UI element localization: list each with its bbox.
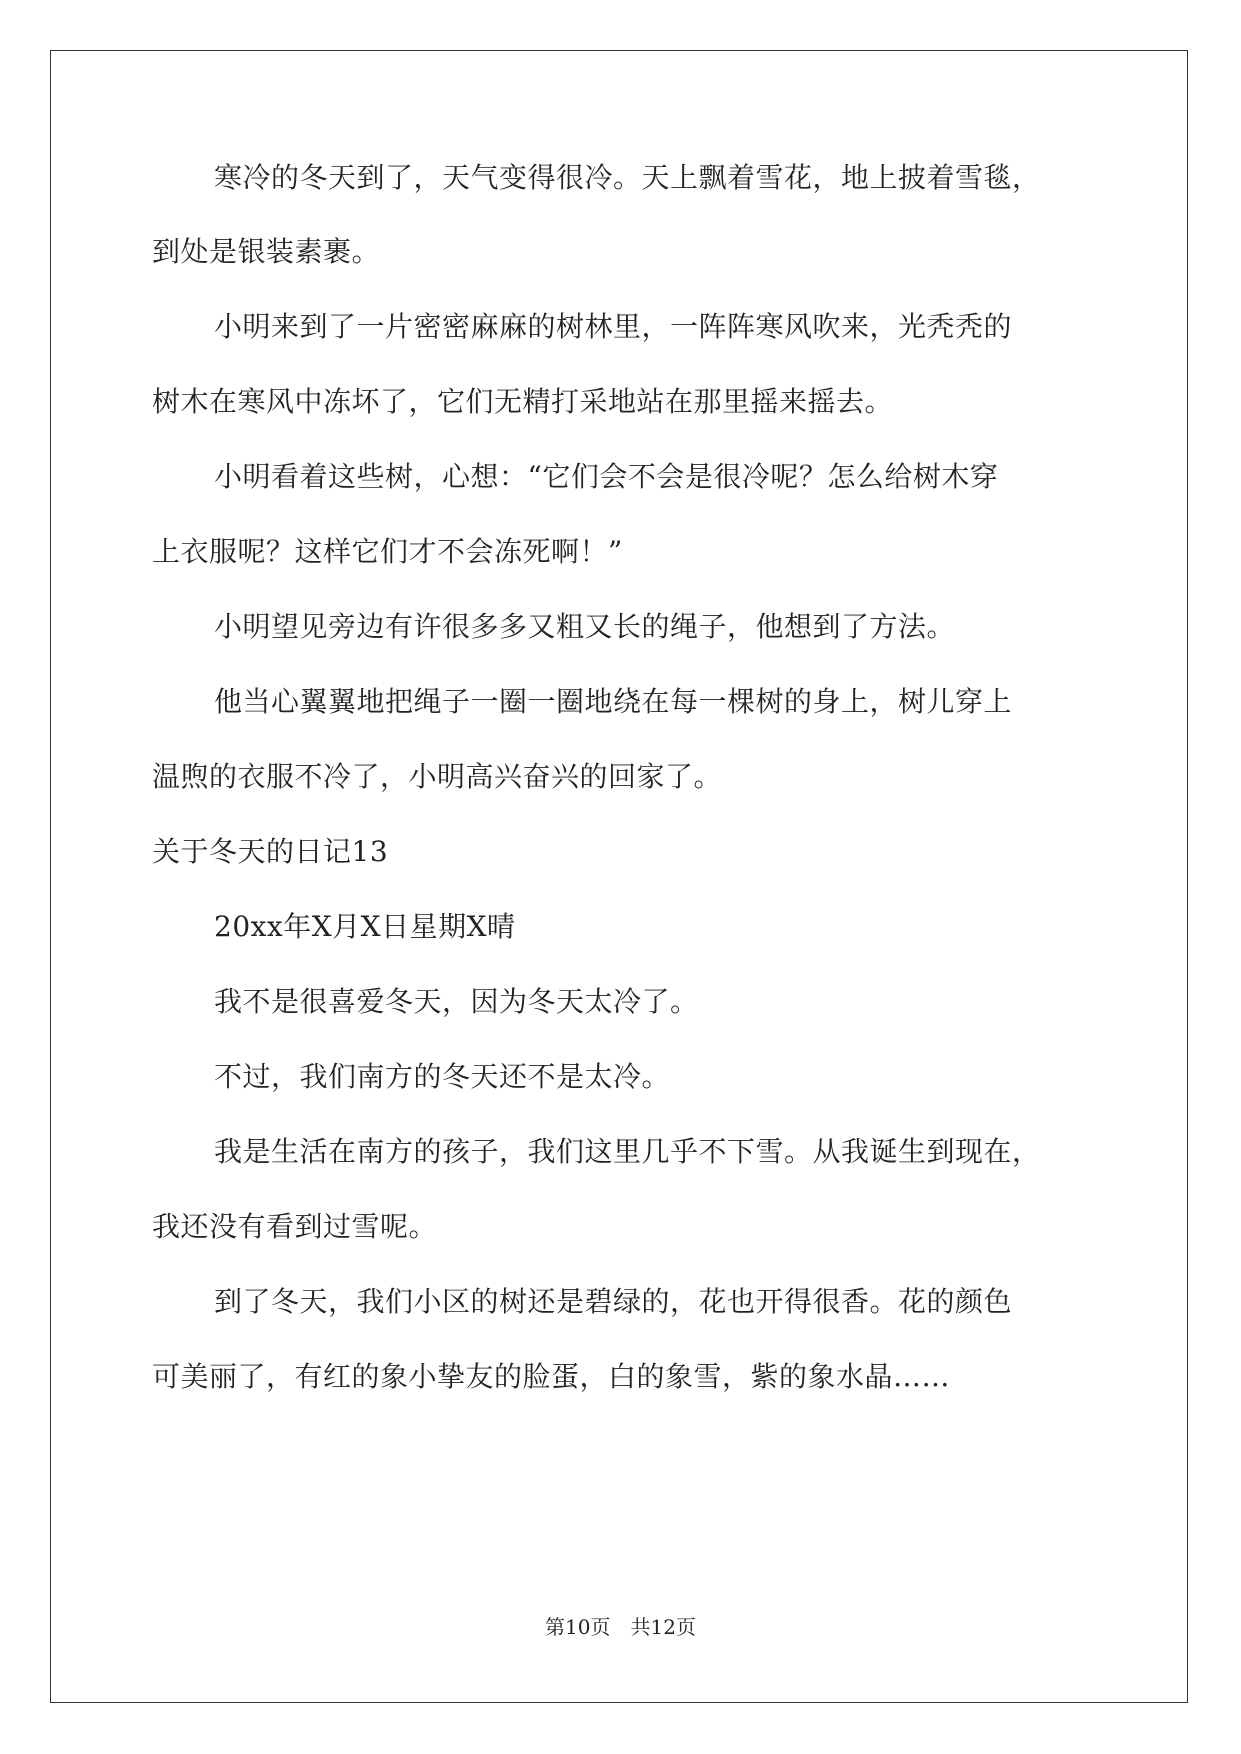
paragraph-line: 我是生活在南方的孩子，我们这里几乎不下雪。从我诞生到现在， <box>214 1135 1041 1168</box>
paragraph-line: 我不是很喜爱冬天，因为冬天太冷了。 <box>214 985 699 1018</box>
paragraph-line: 他当心翼翼地把绳子一圈一圈地绕在每一棵树的身上，树儿穿上 <box>214 685 1013 718</box>
paragraph-line: 不过，我们南方的冬天还不是太冷。 <box>214 1060 671 1093</box>
paragraph-line: 树木在寒风中冻坏了，它们无精打采地站在那里摇来摇去。 <box>152 385 894 418</box>
paragraph-line: 寒冷的冬天到了，天气变得很冷。天上飘着雪花，地上披着雪毯， <box>214 161 1041 194</box>
paragraph-line: 我还没有看到过雪呢。 <box>152 1210 438 1243</box>
paragraph-line: 温煦的衣服不冷了，小明高兴奋兴的回家了。 <box>152 760 723 793</box>
paragraph-line: 上衣服呢？这样它们才不会冻死啊！” <box>152 535 623 568</box>
section-heading: 关于冬天的日记13 <box>152 835 389 868</box>
page-border <box>50 50 1188 1703</box>
paragraph-line: 小明看着这些树，心想：“它们会不会是很冷呢？怎么给树木穿 <box>214 460 999 493</box>
paragraph-line: 小明来到了一片密密麻麻的树林里，一阵阵寒风吹来，光秃秃的 <box>214 310 1013 343</box>
page-footer: 第10页 共12页 <box>545 1615 696 1639</box>
paragraph-line: 可美丽了，有红的象小挚友的脸蛋，白的象雪，紫的象水晶…… <box>152 1360 951 1393</box>
paragraph-line: 到处是银装素裹。 <box>152 235 381 268</box>
paragraph-line: 小明望见旁边有许很多多又粗又长的绳子，他想到了方法。 <box>214 610 956 643</box>
date-line: 20xx年X月X日星期X晴 <box>214 910 516 943</box>
paragraph-line: 到了冬天，我们小区的树还是碧绿的，花也开得很香。花的颜色 <box>214 1285 1013 1318</box>
